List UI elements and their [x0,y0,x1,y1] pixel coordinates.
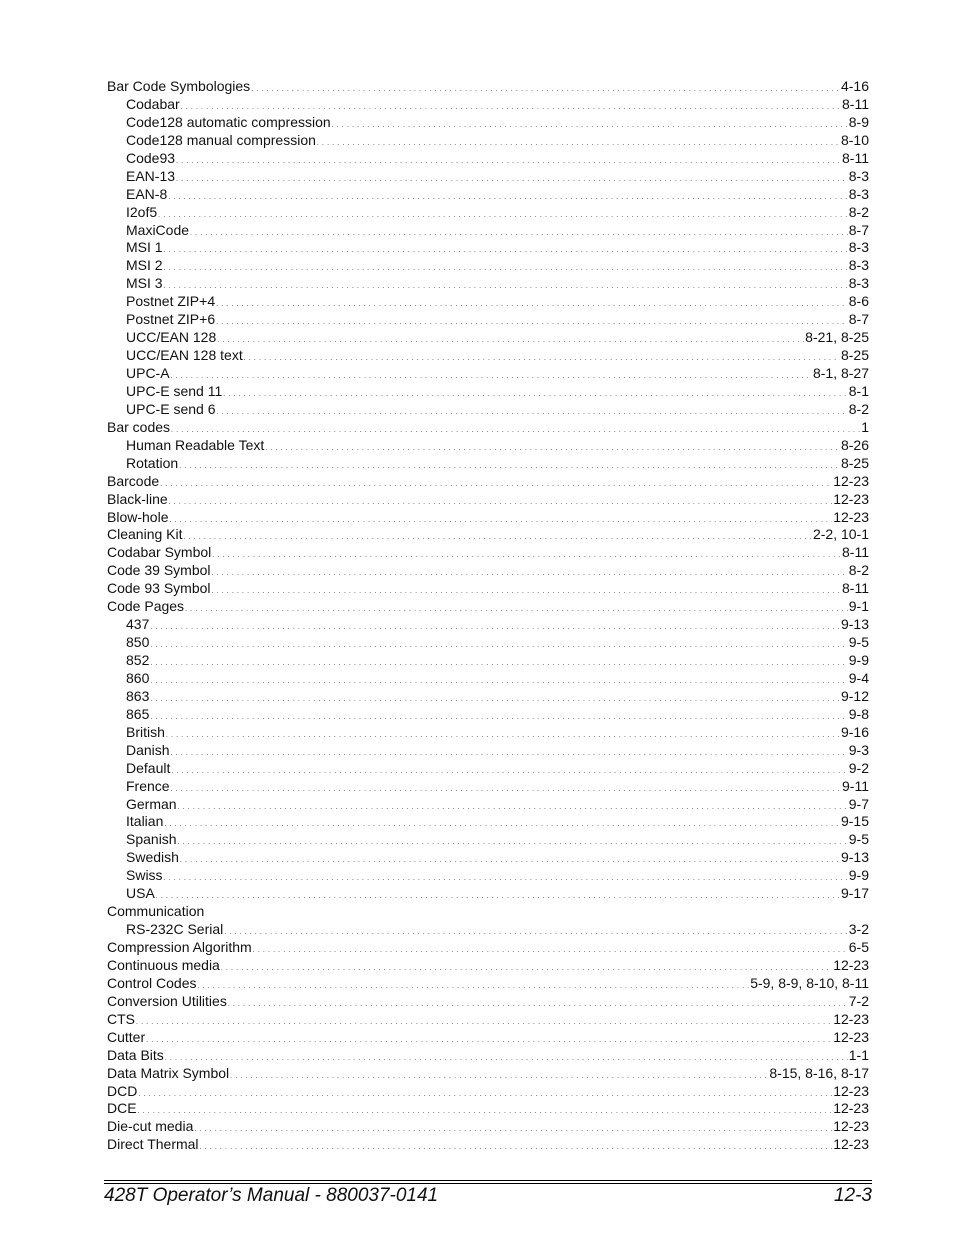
dot-leader [332,114,848,132]
dot-leader [165,1047,848,1065]
dot-leader [146,1029,832,1047]
index-page-ref: 8-1 [848,382,869,399]
index-page-ref: 8-3 [848,275,869,292]
index-entry [107,437,869,455]
index-term: Data Bits [107,1046,164,1063]
dot-leader [169,509,832,527]
dot-leader [164,867,848,885]
dot-leader [244,347,840,365]
index-entry [107,921,869,939]
index-page-ref: 8-3 [848,167,869,184]
index-entry [107,831,869,849]
dot-leader [168,186,848,204]
index-page-ref: 9-7 [848,795,869,812]
dot-leader [228,993,848,1011]
index-term: Direct Thermal [107,1136,199,1153]
index-entry [107,96,869,114]
index-entry [107,688,869,706]
index-entry [107,634,869,652]
dot-leader [230,1065,768,1083]
dot-leader [190,222,848,240]
index-page-ref: 9-13 [840,849,869,866]
index-term: German [126,795,177,812]
index-entry [107,580,869,598]
index-term: USA [126,885,155,902]
index-page-ref: 8-7 [848,311,869,328]
index-entry [107,455,869,473]
index-page-ref: 6-5 [848,939,869,955]
index-entry [107,598,869,616]
index-page-ref: 12-23 [833,1028,869,1045]
index-entry [107,849,869,867]
index-entry [107,526,869,544]
index-entry [107,562,869,580]
dot-leader [200,1136,833,1154]
index-entry [107,867,869,885]
index-page-ref: 8-1, 8-27 [812,365,869,381]
index-term: Postnet ZIP+6 [126,311,216,328]
index-page-ref: 9-9 [848,867,869,884]
dot-leader [180,849,840,867]
dot-leader [176,150,841,168]
index-term: 865 [126,705,150,722]
index-entry [107,706,869,724]
dot-leader [171,742,848,760]
index-term: Die-cut media [107,1118,194,1135]
index-entry [107,132,869,150]
index-entry [107,544,869,562]
index-entry [107,186,869,204]
dot-leader [164,275,848,293]
dot-leader [178,831,848,849]
index-term: Continuous media [107,956,220,973]
index-term: 850 [126,634,150,651]
index-entry [107,293,869,311]
index-entry [107,1011,869,1029]
index-entry [107,652,869,670]
index-page-ref: 12-23 [833,472,869,489]
index-page-ref: 12-23 [833,1100,869,1117]
dot-leader [184,526,812,544]
index-page-ref: 7-2 [848,992,869,1009]
index-term: MaxiCode [126,221,190,238]
index-page-ref: 8-6 [848,293,869,310]
index-entry [107,473,869,491]
index-term: Code128 manual compression [126,131,316,148]
index-entry [107,796,869,814]
index-page-ref: 8-26 [840,436,869,453]
index-page-ref: 8-15, 8-16, 8-17 [769,1064,869,1081]
index-term: Code 93 Symbol [107,580,211,597]
index-entry [107,239,869,257]
index-page-ref: 8-11 [842,544,869,561]
index-entry [107,885,869,903]
index-entry [107,957,869,975]
dot-leader [223,383,848,401]
index-term: DCD [107,1082,138,1099]
index-page-ref: 8-2 [848,203,869,220]
index-page-ref: 9-12 [840,687,869,704]
dot-leader [198,975,750,993]
index-term: Human Readable Text [126,436,265,453]
dot-leader [251,78,840,96]
index-entry [107,401,869,419]
index-page-ref: 8-10 [840,131,869,148]
index-term: RS-232C Serial [126,921,224,938]
index-page-ref: 8-2 [848,400,869,417]
dot-leader [176,168,848,186]
index-entry [107,939,869,957]
index-entry [107,778,869,796]
index-term: Danish [126,741,170,758]
index-page-ref: 12-23 [833,1136,869,1153]
index-term: MSI 1 [126,239,163,256]
index-term: UPC-E send 11 [126,382,223,399]
page-footer [104,1184,872,1208]
index-list [107,78,869,1154]
index-entry [107,1065,869,1083]
index-term: Frence [126,777,170,794]
index-page-ref: 9-9 [848,652,869,668]
manual-title: 428T Operator’s Manual - 880037-0141 [104,1185,439,1206]
index-term: Bar Code Symbologies [107,78,251,94]
index-page-ref: 8-25 [840,454,869,471]
index-term: British [126,723,165,740]
index-term: UPC-A [126,365,170,381]
dot-leader [179,455,840,473]
dot-leader [171,365,812,383]
index-page-ref: 12-23 [833,490,869,507]
index-term: Blow-hole [107,508,169,525]
index-entry [107,993,869,1011]
index-entry [107,1118,869,1136]
dot-leader [194,1118,832,1136]
index-term: Default [126,759,171,776]
dot-leader [138,1100,833,1118]
index-term: MSI 3 [126,275,163,292]
index-entry [107,311,869,329]
index-entry [107,616,869,634]
index-term: EAN-13 [126,167,176,184]
dot-leader [216,311,848,329]
index-page-ref: 8-11 [842,580,869,597]
dot-leader [171,419,860,437]
index-entry [107,222,869,240]
index-entry [107,742,869,760]
index-page-ref: 12-23 [833,1010,869,1027]
index-entry [107,257,869,275]
index-term: 852 [126,652,150,668]
index-term: Codabar Symbol [107,544,212,561]
index-term: Conversion Utilities [107,992,227,1009]
index-page-ref: 9-17 [840,885,869,902]
index-page-ref: 12-23 [833,508,869,525]
index-page-ref: 9-15 [840,813,869,830]
index-page-ref: 9-2 [848,759,869,776]
dot-leader [212,580,842,598]
index-page-ref: 8-21, 8-25 [805,329,869,346]
index-entry [107,150,869,168]
index-term: DCE [107,1100,137,1117]
index-term: 863 [126,687,150,704]
dot-leader [185,598,848,616]
dot-leader [150,616,840,634]
index-term: Swedish [126,849,179,866]
dot-leader [317,132,840,150]
dot-leader [253,939,848,957]
index-entry [107,1029,869,1047]
index-page-ref: 12-23 [833,1082,869,1099]
dot-leader [181,96,841,114]
index-page-ref: 8-25 [840,347,869,364]
index-entry [107,365,869,383]
index-page-ref: 9-13 [840,616,869,633]
index-term: Cleaning Kit [107,526,183,543]
index-term: UCC/EAN 128 [126,329,217,346]
dot-leader [158,204,848,222]
index-entry [107,114,869,132]
index-page-ref: 4-16 [840,78,869,94]
dot-leader [171,760,847,778]
index-entry [107,903,869,921]
index-page-ref: 5-9, 8-9, 8-10, 8-11 [750,974,869,991]
index-entry [107,670,869,688]
index-page-ref: 9-1 [848,598,869,615]
index-term: Code 39 Symbol [107,562,211,579]
index-page-ref: 9-5 [848,831,869,848]
index-entry [107,813,869,831]
dot-leader [164,239,848,257]
dot-leader [217,329,804,347]
index-page-ref: 8-3 [848,257,869,274]
dot-leader [224,921,848,939]
index-entry [107,383,869,401]
index-term: 860 [126,669,150,686]
index-entry [107,204,869,222]
index-entry [107,1136,869,1154]
index-page-ref: 3-2 [848,921,869,938]
index-term: Bar codes [107,418,171,435]
index-term: Rotation [126,454,179,471]
dot-leader [166,724,840,742]
dot-leader [136,1011,832,1029]
dot-leader [160,473,832,491]
page-number: 12-3 [833,1185,872,1206]
footer-rule [104,1180,872,1181]
index-entry [107,491,869,509]
index-entry [107,1100,869,1118]
index-entry [107,1083,869,1101]
index-term: Codabar [126,95,180,112]
index-page-ref: 9-16 [840,723,869,740]
dot-leader [164,257,848,275]
dot-leader [138,1083,832,1101]
index-page-ref: 1-1 [848,1046,869,1063]
dot-leader [150,670,847,688]
index-term: Code128 automatic compression [126,113,331,130]
index-term: CTS [107,1010,135,1027]
index-term: Barcode [107,472,160,489]
index-page-ref: 2-2, 10-1 [812,526,869,543]
index-page-ref: 8-7 [848,221,869,238]
index-entry [107,1047,869,1065]
index-page-ref: 12-23 [833,956,869,973]
index-term: Compression Algorithm [107,939,252,955]
index-term: Code93 [126,149,176,166]
dot-leader [216,293,848,311]
index-entry [107,78,869,96]
index-entry [107,724,869,742]
index-page-ref: 9-11 [842,777,869,794]
index-term: Code Pages [107,598,185,615]
index-term: EAN-8 [126,185,168,202]
dot-leader [212,562,848,580]
dot-leader [164,813,840,831]
index-entry [107,347,869,365]
index-page-ref: 9-3 [848,741,869,758]
index-term: Spanish [126,831,177,848]
dot-leader [156,885,840,903]
dot-leader [212,544,841,562]
dot-leader [265,437,840,455]
index-page-ref: 8-2 [848,562,869,579]
dot-leader [150,706,847,724]
index-page-ref: 8-9 [848,113,869,130]
index-entry [107,168,869,186]
index-entry [107,329,869,347]
index-term: Swiss [126,867,163,884]
index-page-ref: 9-5 [848,634,869,651]
dot-leader [169,491,832,509]
index-term: UCC/EAN 128 text [126,347,243,364]
index-page-ref: 8-3 [848,185,869,202]
index-entry [107,509,869,527]
index-page-ref: 8-3 [848,239,869,256]
dot-leader [171,778,841,796]
index-entry [107,975,869,993]
index-page-ref: 8-11 [842,95,869,112]
index-term: Postnet ZIP+4 [126,293,216,310]
dot-leader [216,401,847,419]
dot-leader [150,688,840,706]
dot-leader [221,957,832,975]
index-term: Data Matrix Symbol [107,1064,230,1081]
index-term: Control Codes [107,974,197,991]
index-page-ref: 9-8 [848,705,869,722]
index-page-ref: 12-23 [833,1118,869,1135]
dot-leader [178,796,848,814]
index-term: I2of5 [126,203,158,220]
index-entry [107,419,869,437]
index-page-ref: 1 [861,418,869,435]
dot-leader [150,634,847,652]
index-term: Black-line [107,490,168,507]
index-term: Cutter [107,1028,146,1045]
index-term: UPC-E send 6 [126,400,216,417]
dot-leader [150,652,847,670]
index-entry [107,275,869,293]
index-page-ref: 8-11 [842,149,869,166]
index-term: MSI 2 [126,257,163,274]
index-entry [107,760,869,778]
index-page-ref: 9-4 [848,669,869,686]
index-term: Communication [107,903,205,920]
index-term: Italian [126,813,164,830]
index-term: 437 [126,616,150,633]
